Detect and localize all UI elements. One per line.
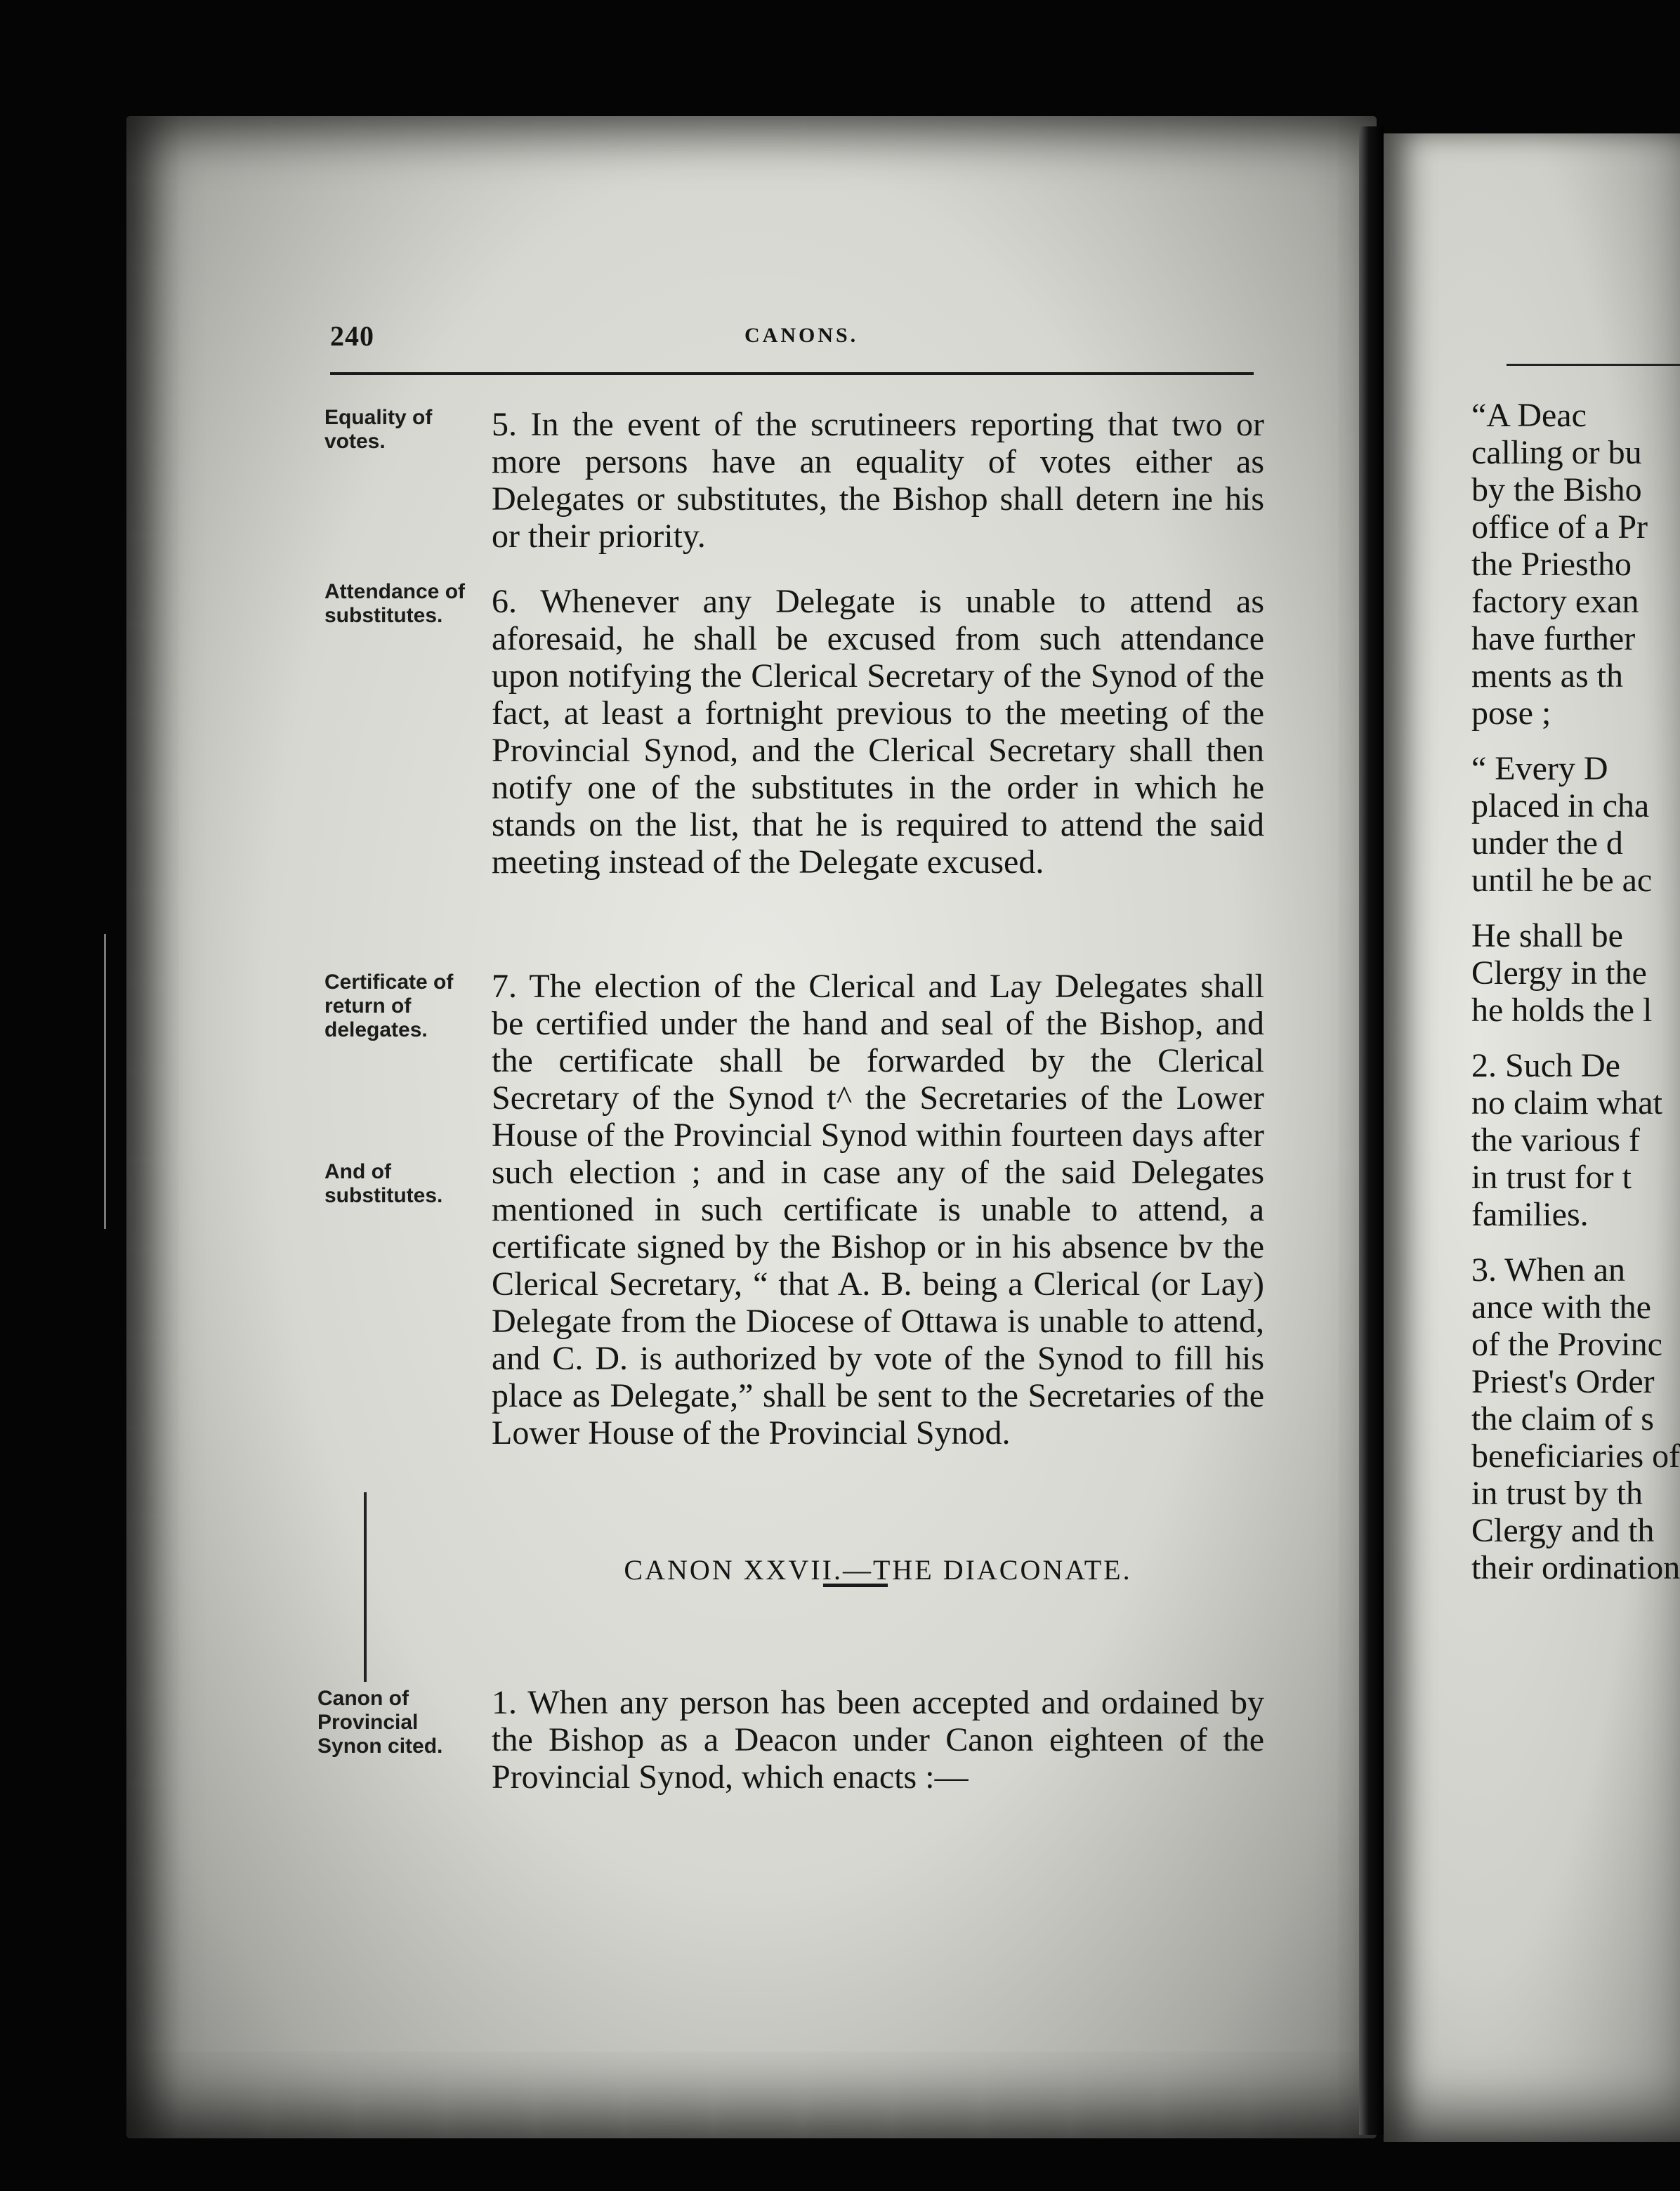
right-page-line: office of a Pr [1471, 508, 1648, 546]
header-rule [330, 372, 1254, 375]
paragraph-7: 7. The election of the Clerical and Lay Delegates shall be certified under the hand and seal of the Bishop, and the certificate shall be forwarded by the Clerical Secretary of the Synod t^ the Secretaries of the Lower House of the Provincial Synod within fourteen days after such election ; and in case any of the said Delegates mentioned in such certificate is unable to attend, a certificate signed by the Bishop or in his absence bv the Clerical Secretary, “ that A. B. being a Clerical (or Lay) Delegate from the Diocese of Ottawa is unable to attend, and C. D. is authorized by vote of the Synod to fill his place as Delegate,” shall be sent to the Secretaries of the Lower House of the Provincial Synod. [492, 968, 1264, 1452]
right-page-line: 2. Such De [1471, 1047, 1620, 1084]
right-page-line: under the d [1471, 824, 1623, 862]
right-page-line [1471, 899, 1680, 917]
margin-note-and-of-substitutes: And of substitutes. [324, 1160, 443, 1207]
right-page-line: 3. When an [1471, 1251, 1626, 1289]
right-page-line: beneficiaries of [1471, 1437, 1680, 1475]
right-page-line: their ordination [1471, 1549, 1680, 1586]
right-page-line [1471, 1029, 1680, 1047]
right-page-line: Priest's Order [1471, 1363, 1655, 1400]
right-page-line: of the Provinc [1471, 1326, 1662, 1363]
paragraph-6: 6. Whenever any Delegate is unable to attend as aforesaid, he shall be excused from such attendance upon notifying the Clerical Secretary of the Synod of the fact, at least a fortnight previous to the meeting of the Provincial Synod, and the Clerical Secretary shall then notify one of the substitutes in the order in which he stands on the list, that he is required to attend the said meeting instead of the Delegate excused. [492, 583, 1264, 881]
right-page-line: ance with the [1471, 1289, 1651, 1326]
running-head: CANONS. [744, 324, 859, 347]
scan-artifact-line [364, 1492, 367, 1682]
right-page-line: have further [1471, 620, 1636, 657]
book-gutter [1359, 126, 1384, 2135]
margin-note-equality: Equality of votes. [324, 406, 433, 453]
page-header [330, 320, 1257, 376]
right-page-line: the Priestho [1471, 546, 1632, 583]
right-page-line: the claim of s [1471, 1400, 1654, 1437]
right-page-line: calling or bu [1471, 434, 1642, 471]
right-page-line: “A Deac [1471, 397, 1587, 434]
right-page-line: “ Every D [1471, 750, 1608, 787]
right-page-line: the various f [1471, 1121, 1640, 1159]
margin-note-attendance: Attendance of substitutes. [324, 580, 466, 627]
paragraph-5: 5. In the event of the scrutineers reporting that two or more persons have an equality of votes either as Delegates or substitutes, the Bishop shall detern ine his or their priority. [492, 406, 1264, 555]
page-number: 240 [330, 320, 374, 352]
right-page-line: ments as th [1471, 657, 1623, 695]
margin-note-certificate: Certificate of return of delegates. [324, 971, 454, 1041]
canon-heading: CANON XXVII.—THE DIACONATE. [624, 1554, 1132, 1586]
right-page-line: until he be ac [1471, 862, 1653, 899]
right-page-text [1471, 397, 1680, 1586]
right-page-line: Clergy and th [1471, 1512, 1655, 1549]
right-page-line: pose ; [1471, 695, 1551, 732]
right-page-line [1471, 732, 1680, 750]
scan-artifact-thread [104, 934, 106, 1229]
right-page-line: in trust for t [1471, 1159, 1632, 1196]
right-page-line: by the Bisho [1471, 471, 1642, 508]
right-page-line: Clergy in the [1471, 954, 1647, 992]
right-page-line: he holds the l [1471, 992, 1653, 1029]
right-page-line: families. [1471, 1196, 1589, 1233]
right-page-line: He shall be [1471, 917, 1623, 954]
right-page-line: placed in cha [1471, 787, 1650, 824]
canon-paragraph-1: 1. When any person has been accepted and ordained by the Bishop as a Deacon under Canon eighteen of the Provincial Synod, which enacts :— [492, 1684, 1264, 1796]
right-page-line [1471, 1233, 1680, 1251]
right-page-line: in trust by th [1471, 1475, 1643, 1512]
right-page-header-rule [1507, 364, 1680, 366]
margin-note-canon-cited: Canon of Provincial Synon cited. [317, 1687, 443, 1758]
right-page-line: factory exan [1471, 583, 1639, 620]
right-page-line: no claim what [1471, 1084, 1662, 1121]
